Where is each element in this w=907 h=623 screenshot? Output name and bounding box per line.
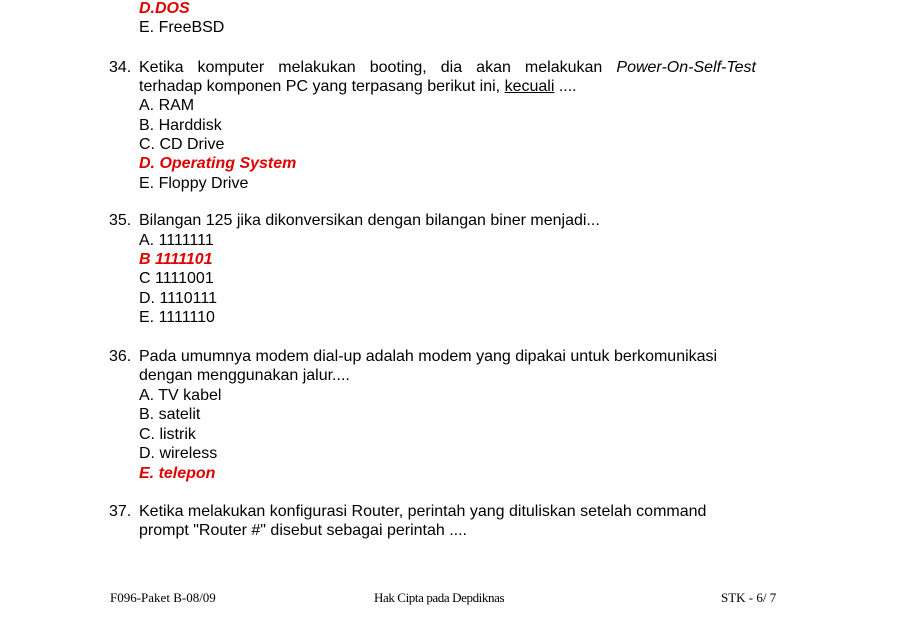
question-35-option-b-correct: B 1111101 — [139, 251, 213, 268]
question-37-line1: Ketika melakukan konfigurasi Router, perintah yang dituliskan setelah command — [139, 503, 707, 520]
question-36-option-d: D. wireless — [139, 445, 218, 462]
question-34-option-c: C. CD Drive — [139, 136, 225, 153]
question-36-option-a: A. TV kabel — [139, 387, 222, 404]
question-34-text-b: Power-On-Self-Test — [616, 59, 756, 76]
question-34-text-c: terhadap komponen PC yang terpasang berikut ini, — [139, 78, 501, 95]
question-35-option-d: D. 1110111 — [139, 290, 217, 307]
footer-left: F096-Paket B-08/09 — [110, 590, 216, 605]
question-34-number: 34. — [109, 59, 132, 76]
question-35-option-e: E. 1111110 — [139, 309, 215, 326]
question-34-option-d-correct: D. Operating System — [139, 155, 297, 172]
question-36-line1: Pada umumnya modem dial-up adalah modem yang dipakai untuk berkomunikasi — [139, 348, 718, 365]
question-34-kecuali: kecuali — [504, 78, 555, 95]
question-36-line2: dengan menggunakan jalur.... — [139, 367, 350, 384]
question-34-option-a: A. RAM — [139, 97, 195, 114]
question-34-line1 — [139, 58, 756, 77]
question-36-option-e-correct: E. telepon — [139, 465, 216, 482]
question-34-line2 — [139, 77, 577, 96]
question-34-option-b: B. Harddisk — [139, 117, 222, 134]
prev-option-d-correct: D.DOS — [139, 0, 190, 17]
question-35-number: 35. — [109, 212, 132, 229]
question-34-option-e: E. Floppy Drive — [139, 175, 249, 192]
question-37-number: 37. — [109, 503, 132, 520]
prev-option-e: E. FreeBSD — [139, 19, 225, 36]
question-35-option-c: C 1111001 — [139, 270, 214, 287]
question-37-line2: prompt "Router #" disebut sebagai perintah .... — [139, 522, 467, 539]
question-36-option-c: C. listrik — [139, 426, 196, 443]
footer-right: STK - 6/ 7 — [721, 590, 777, 605]
question-35-text: Bilangan 125 jika dikonversikan dengan bilangan biner menjadi... — [139, 212, 600, 229]
question-35-option-a: A. 1111111 — [139, 232, 214, 249]
question-36-number: 36. — [109, 348, 132, 365]
question-34-text-d: .... — [554, 78, 577, 95]
question-36-option-b: B. satelit — [139, 406, 201, 423]
question-34-text-a: Ketika komputer melakukan booting, dia akan melakukan — [139, 59, 603, 76]
footer-center: Hak Cipta pada Depdiknas — [374, 590, 505, 605]
